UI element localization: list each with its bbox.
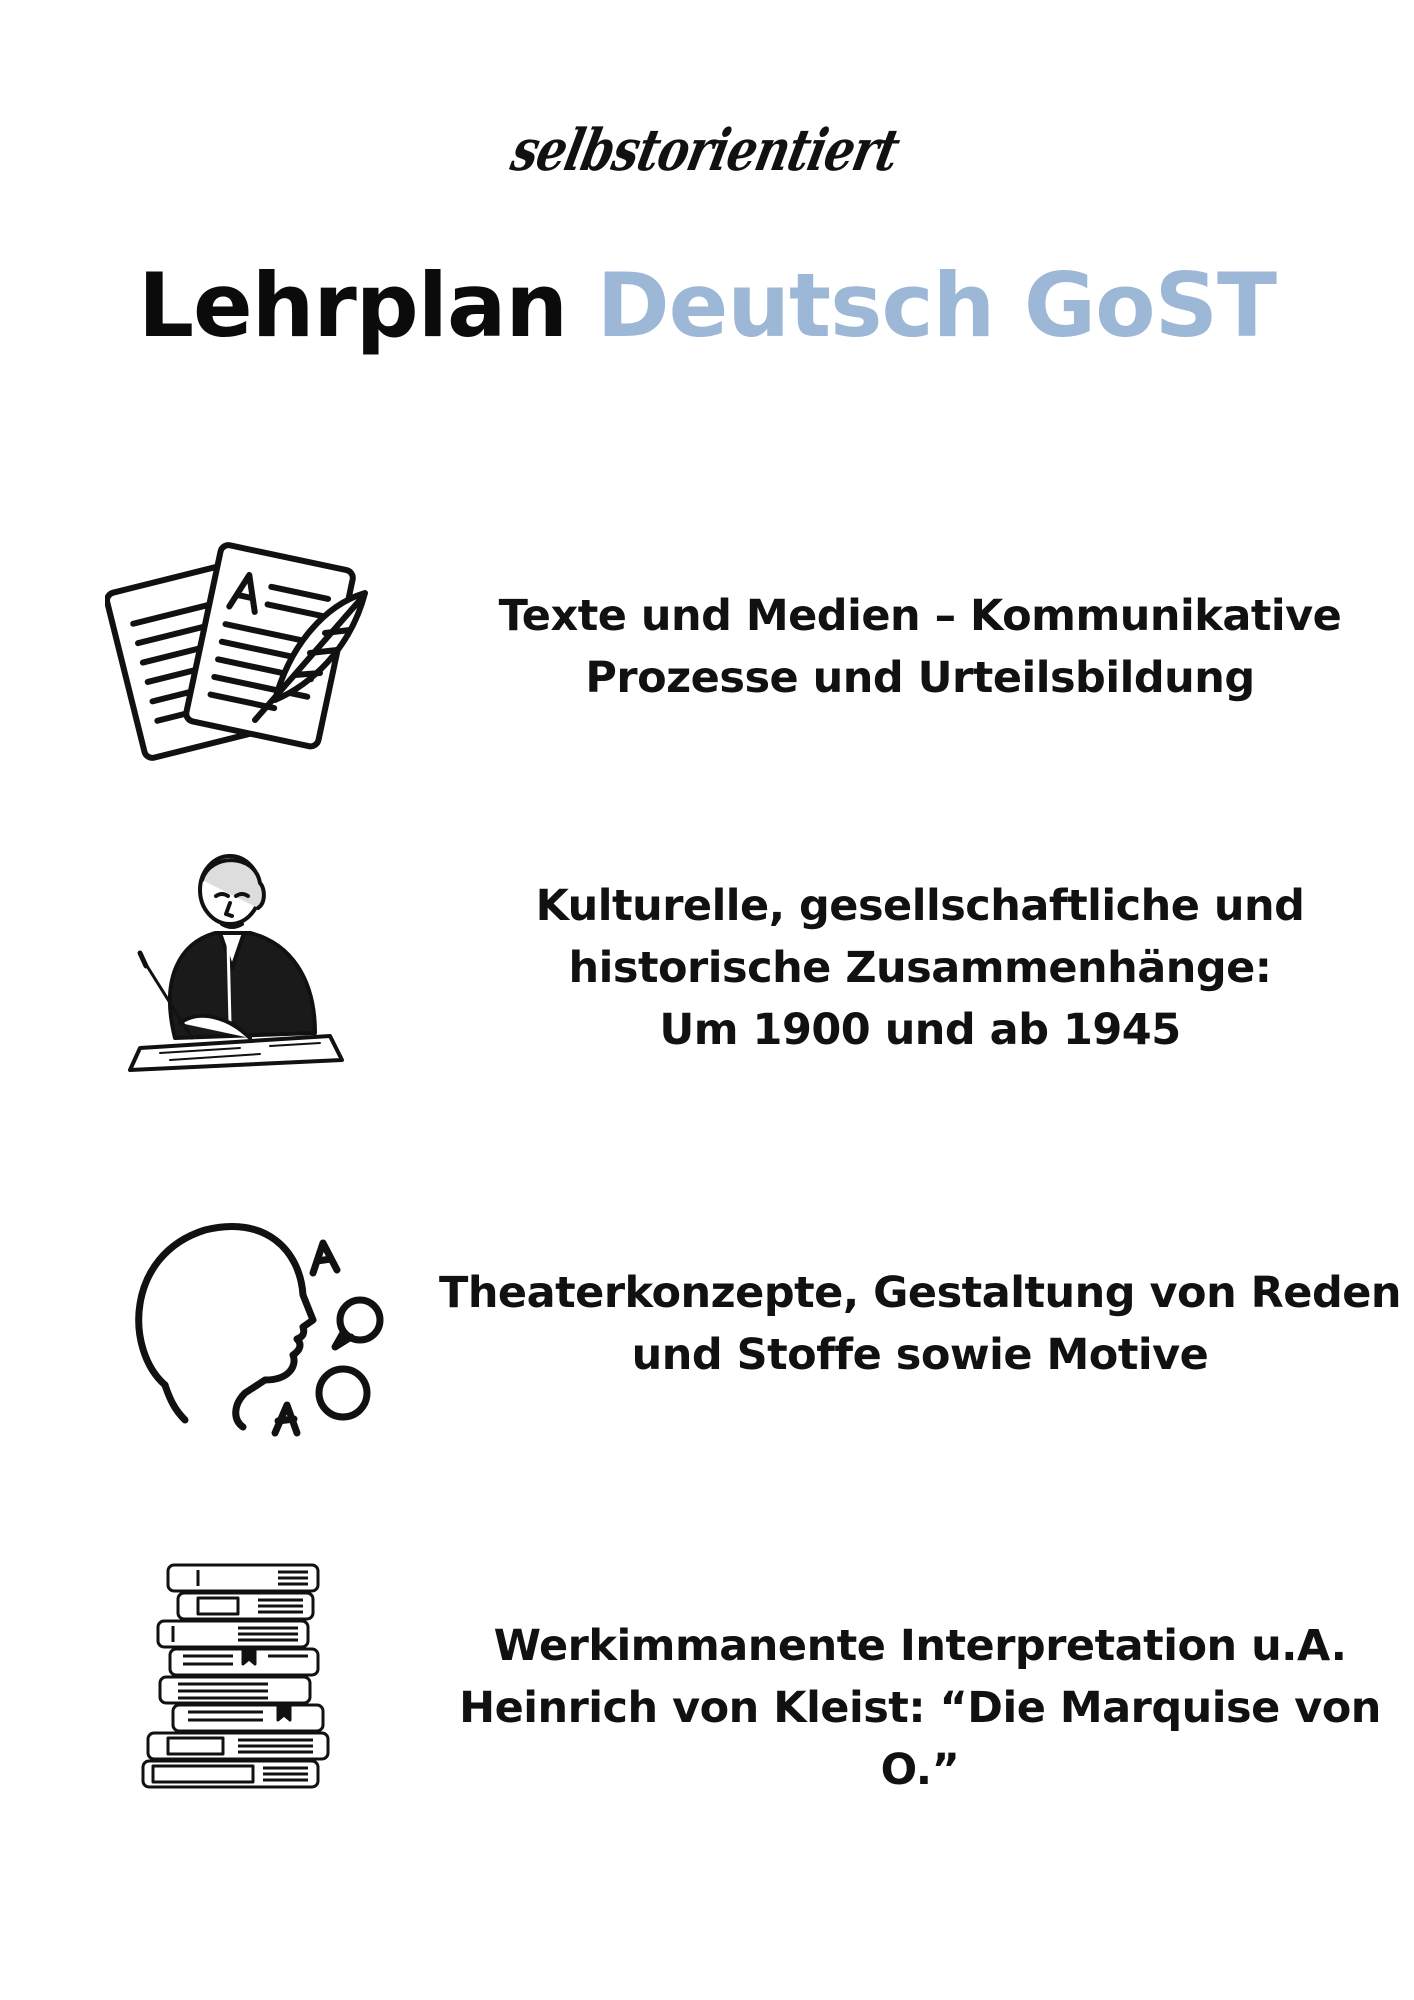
topic-theaterkonzepte: Theaterkonzepte, Gestaltung von Reden und Stoffe sowie Motive — [438, 1268, 1402, 1380]
topic-kulturelle-zusammenhaenge: Kulturelle, gesellschaftliche und historische Zusammenhänge: Um 1900 und ab 1945 — [535, 881, 1305, 1055]
speaking-head-icon — [125, 1215, 395, 1455]
documents-quill-icon — [105, 535, 375, 775]
brand-logo — [500, 100, 910, 200]
page-title — [0, 254, 1414, 357]
brand-logo-text: selbstorientiert — [505, 116, 905, 184]
title-accent: Deutsch GoST — [596, 254, 1276, 357]
topic-werkimmanente-interpretation: Werkimmanente Interpretation u.A. Heinrich von Kleist: “Die Marquise von O.” — [459, 1621, 1381, 1795]
book-stack-icon — [138, 1560, 338, 1790]
writer-portrait-icon — [120, 848, 350, 1078]
title-main: Lehrplan — [137, 254, 567, 357]
topic-texte-medien: Texte und Medien – Kommunikative Prozesse und Urteilsbildung — [498, 591, 1342, 703]
